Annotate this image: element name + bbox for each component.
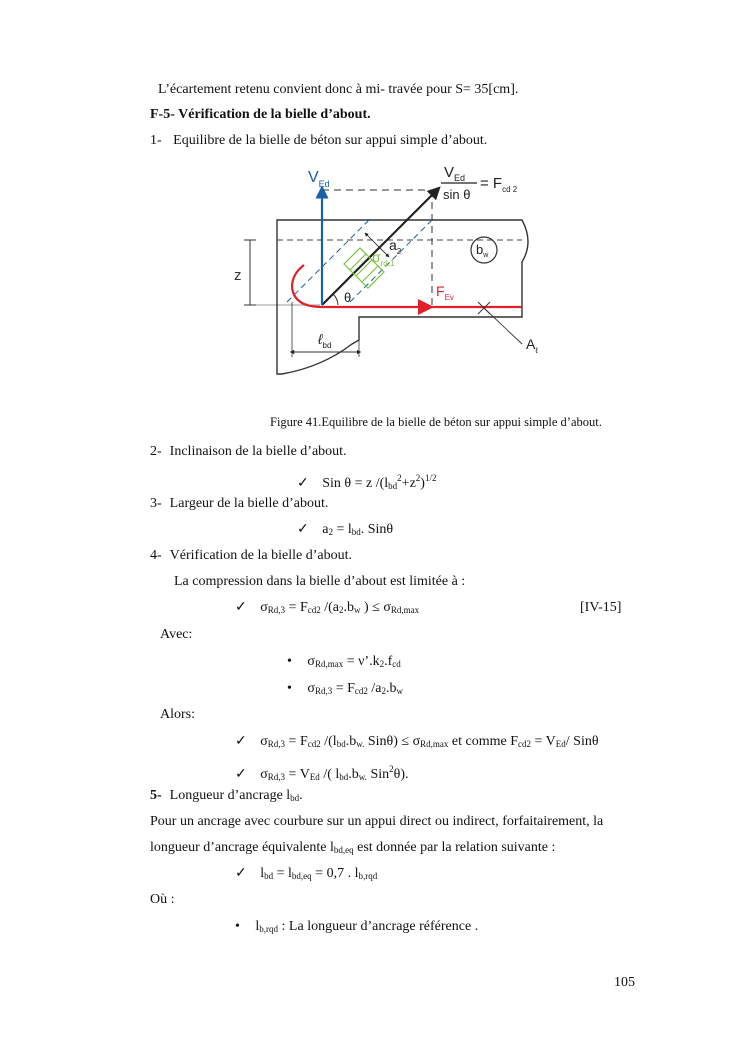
al-label: $A_\ell$ <box>526 336 538 355</box>
figure-caption: Figure 41.Equilibre de la bielle de béton sur appui simple d’about. <box>270 415 602 429</box>
formula-sin-theta: ✓ Sin θ = z $/(l_{bd}^2+z^2)^{1/2}$ <box>297 469 436 495</box>
item4-text: La compression dans la bielle d’about est limitée à : <box>174 574 466 589</box>
equation-reference: [IV-15] <box>580 600 622 615</box>
lbd-label: ℓ$_{bd}$ <box>318 331 332 350</box>
bw-circle <box>471 237 497 263</box>
formula-alors-1: ✓ $\sigma_{Rd,3} = F_{cd2}$ $/(l_{bd}.b_{w.}$ $Sin\theta) \le \sigma_{Rd,max}$ et comme $F_{cd2} = V_{Ed}/$ Sinθ <box>235 733 599 753</box>
list-text: Equilibre de la bielle de béton sur appui simple d’about. <box>173 133 488 148</box>
formula-sigma-rd3: ✓ $\sigma_{Rd,3} = F_{cd2}$ $/(a_2.b_w$ ) ≤ $\sigma_{Rd,max}$ <box>235 599 419 619</box>
paragraph-line-2: longueur d’ancrage équivalente $l_{bd,eq}$ est donnée par la relation suivante : <box>150 840 556 855</box>
formula-sigma-max: • $\sigma_{Rd,max}$ = $\nu’.k_2.f_{cd}$ <box>287 653 401 673</box>
bw-label: $b_w$ <box>476 242 489 259</box>
beam-outline <box>277 220 528 374</box>
alors-label: Alors: <box>160 707 195 722</box>
z-label: z <box>234 267 242 284</box>
formula-a2: ✓ $a_2 = l_{bd}$. Sinθ <box>297 521 393 541</box>
fcd2-label: = $F_{cd 2}$ <box>480 175 518 194</box>
formula-lbd: ✓ $l_{bd} = l_{bd,eq} = 0,7$ . $l_{b,rqd}$ <box>235 865 377 885</box>
sin-theta-label: sin θ <box>443 187 471 202</box>
formula-lbrqd: • $l_{b,rqd}$ : La longueur d’ancrage référence . <box>235 918 478 938</box>
list-item-4: 4- Vérification de la bielle d’about. <box>150 548 352 563</box>
list-item-1 <box>150 132 487 150</box>
paragraph-line-1: Pour un ancrage avec courbure sur un appui direct ou indirect, forfaitairement, la <box>150 814 604 829</box>
ou-label: Où : <box>150 892 175 907</box>
strut-arrow <box>322 191 436 305</box>
ved-top-label: $V_{Ed}$ <box>444 164 466 183</box>
theta-label: θ <box>344 290 352 305</box>
page-number: 105 <box>614 975 635 990</box>
section-title: F-5- Vérification de la bielle d’about. <box>150 107 371 122</box>
list-item-2: 2- Inclinaison de la bielle d’about. <box>150 444 347 459</box>
formula-alors-2: ✓ $\sigma_{Rd,3} = V_{Ed}$ /( $l_{bd}.b_{w.}$ Sin$^2$θ). <box>235 760 409 786</box>
fev-label: $F_{Ev}$ <box>436 283 454 302</box>
a2-label: $a_2$ <box>389 237 402 256</box>
avec-label: Avec: <box>160 627 193 642</box>
sigma-label: $\sigma_{rd,1}$ <box>372 249 395 268</box>
strut-diagram <box>222 162 542 382</box>
intro-text: L’écartement retenu convient donc à mi- travée pour S= 35[cm]. <box>158 82 519 97</box>
list-item-3: 3- Largeur de la bielle d’about. <box>150 496 329 511</box>
ved-label: $V_{Ed}$ <box>308 169 330 189</box>
list-number: 1- <box>150 133 162 148</box>
list-item-5: 5- Longueur d’ancrage $l_{bd}$. <box>150 788 303 803</box>
formula-sigma-rd3-def: • $\sigma_{Rd,3} = F_{cd2}$ $/a_2.b_w$ <box>287 680 403 700</box>
